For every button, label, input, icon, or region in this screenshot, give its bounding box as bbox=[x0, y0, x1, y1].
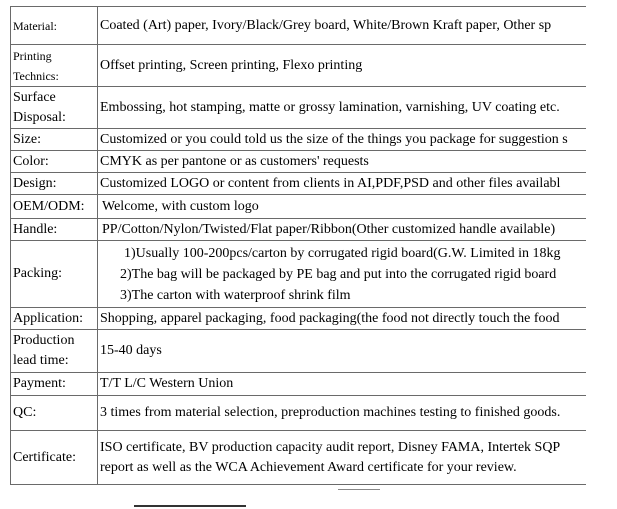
table-row-oem bbox=[11, 195, 617, 219]
table-row-design bbox=[11, 173, 617, 195]
table-row-color bbox=[11, 151, 617, 173]
design-label: Design: bbox=[11, 173, 98, 195]
table-row-packing bbox=[11, 241, 617, 308]
payment-label: Payment: bbox=[11, 373, 98, 396]
color-label: Color: bbox=[11, 151, 98, 173]
certificate-line-2: report as well as the WCA Achievement Award certificate for your review. bbox=[100, 459, 517, 475]
table-row-surface bbox=[11, 87, 617, 129]
packing-value bbox=[98, 241, 617, 308]
right-margin bbox=[586, 0, 617, 509]
table-row-size bbox=[11, 129, 617, 151]
design-value: Customized LOGO or content from clients in AI,PDF,PSD and other files availabl bbox=[98, 173, 617, 195]
payment-value: T/T L/C Western Union bbox=[98, 373, 617, 396]
table-row-leadtime bbox=[11, 330, 617, 373]
table-row-material bbox=[11, 7, 617, 45]
handle-value-text: PP/Cotton/Nylon/Twisted/Flat paper/Ribbon(Other customized handle available) bbox=[102, 221, 556, 237]
size-label: Size: bbox=[11, 129, 98, 151]
product-spec-table bbox=[10, 6, 617, 485]
table-row-printing bbox=[11, 45, 617, 87]
table-row-handle bbox=[11, 219, 617, 241]
certificate-line-1: ISO certificate, BV production capacity audit report, Disney FAMA, Intertek SQP bbox=[100, 439, 561, 455]
qc-label: QC: bbox=[11, 396, 98, 431]
application-label: Application: bbox=[11, 308, 98, 330]
footer-rule bbox=[134, 505, 246, 507]
table-row-certificate bbox=[11, 431, 617, 485]
packing-line-1: 1)Usually 100-200pcs/carton by corrugated rigid board(G.W. Limited in 18kg bbox=[124, 245, 561, 261]
packing-label: Packing: bbox=[11, 241, 98, 308]
leadtime-label: Production lead time: bbox=[11, 330, 98, 373]
application-value: Shopping, apparel packaging, food packaging(the food not directly touch the food bbox=[98, 308, 617, 330]
qc-value: 3 times from material selection, preproduction machines testing to finished goods. bbox=[98, 396, 617, 431]
packing-line-3: 3)The carton with waterproof shrink film bbox=[120, 287, 351, 303]
table-row-qc bbox=[11, 396, 617, 431]
packing-line-2: 2)The bag will be packaged by PE bag and put into the corrugated rigid board bbox=[120, 266, 557, 282]
leadtime-value: 15-40 days bbox=[98, 330, 617, 373]
surface-value: Embossing, hot stamping, matte or grossy lamination, varnishing, UV coating etc. bbox=[98, 87, 617, 129]
size-value: Customized or you could told us the size of the things you package for suggestion s bbox=[98, 129, 617, 151]
surface-label: Surface Disposal: bbox=[11, 87, 98, 129]
printing-value: Offset printing, Screen printing, Flexo printing bbox=[98, 45, 617, 87]
handle-label: Handle: bbox=[11, 219, 98, 241]
certificate-value bbox=[98, 431, 617, 485]
table-row-payment bbox=[11, 373, 617, 396]
footer-divider bbox=[338, 489, 380, 490]
oem-label: OEM/ODM: bbox=[11, 195, 98, 219]
material-value: Coated (Art) paper, Ivory/Black/Grey board, White/Brown Kraft paper, Other sp bbox=[98, 7, 617, 45]
color-value: CMYK as per pantone or as customers' requests bbox=[98, 151, 617, 173]
handle-value bbox=[98, 219, 617, 241]
certificate-label: Certificate: bbox=[11, 431, 98, 485]
oem-value-text: Welcome, with custom logo bbox=[102, 198, 259, 214]
printing-label: Printing Technics: bbox=[11, 45, 98, 87]
material-label: Material: bbox=[11, 7, 98, 45]
table-row-application bbox=[11, 308, 617, 330]
oem-value bbox=[98, 195, 617, 219]
